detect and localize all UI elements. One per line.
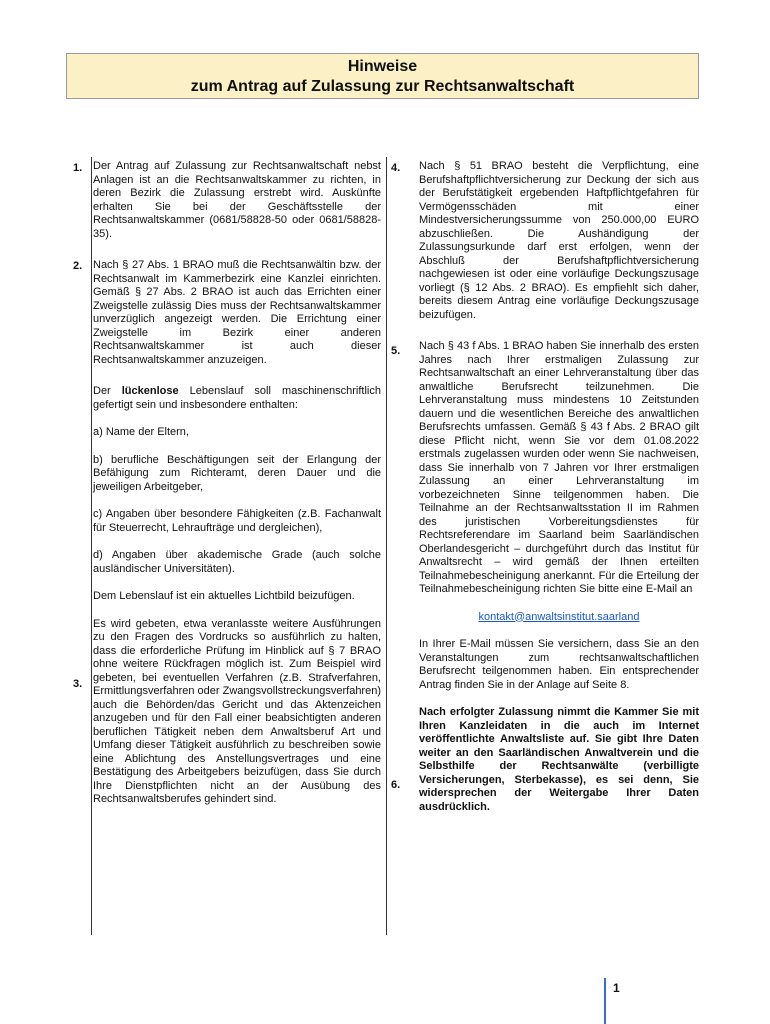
left-column-rule: [91, 157, 92, 935]
cv-item-a: a) Name der Eltern,: [93, 426, 189, 438]
section-number-1: 1.: [73, 162, 83, 174]
middle-column-rule: [386, 157, 387, 935]
cv-bold: lückenlose: [121, 385, 179, 397]
email-link-text[interactable]: kontakt@anwaltsinstitut.saarland: [478, 610, 640, 623]
page-title-box: [66, 53, 699, 99]
section-4-text: Nach § 51 BRAO besteht die Verpflichtung, eine Berufshaftpflichtversicherung zur Deckung der sich aus der Berufstätigkeit ergebenden Haftpflichtgefahren für Vermögensschäden mit einer Mindestversicherungssumme von 250.000,00 EURO abzuschließen. Die Aushändigung der Zulassungsurkunde darf erst erfolgen, wenn der Abschluß der Berufshaftpflichtversicherung nachgewiesen ist oder eine vorläufige Deckungszusage vorliegt (§ 12 Abs. 2 BRAO). Es empfiehlt sich daher, bereits diesem Antrag eine vorläufige Deckungszusage beizufügen.: [419, 160, 699, 321]
left-column: [93, 160, 381, 807]
section-number-6: 6.: [391, 779, 401, 791]
page-number: 1: [613, 981, 620, 995]
section-1-text: Der Antrag auf Zulassung zur Rechtsanwaltschaft nebst Anlagen ist an die Rechtsanwaltskammer zu richten, in deren Bezirk die Zulassung erstrebt wird. Auskünfte erhalten Sie bei der Geschäftsstelle der Rechtsanwaltskammer (0681/58828-50 oder 0681/58828-35).: [93, 160, 381, 240]
cv-intro: [93, 385, 381, 412]
section-6-text: Nach erfolgter Zulassung nimmt die Kammer Sie mit Ihren Kanzleidaten in die auch im Internet veröffentlichte Anwaltsliste auf. Sie gibt Ihre Daten weiter an den Saarländischen Anwaltverein und die Selbsthilfe der Rechtsanwälte (verbilligte Versicherungen, Sterbekasse), es sei denn, Sie widersprechen der Weitergabe Ihrer Daten ausdrücklich.: [419, 706, 699, 813]
section-number-5: 5.: [391, 345, 401, 357]
section-number-2: 2.: [73, 260, 83, 272]
cv-item-c: c) Angaben über besondere Fähigkeiten (z.B. Fachanwalt für Steuerrecht, Lehraufträge und dergleichen),: [93, 508, 381, 534]
email-link[interactable]: [419, 611, 699, 625]
section-5b-text: In Ihrer E-Mail müssen Sie versichern, dass Sie an den Veranstaltungen zum rechtsanwaltschaftlichen Berufsrecht teilgenommen haben. Ein entsprechender Antrag finden Sie in der Anlage auf Seite 8.: [419, 638, 699, 691]
photo-note: Dem Lebenslauf ist ein aktuelles Lichtbild beizufügen.: [93, 590, 355, 602]
title-line-1: Hinweise: [347, 58, 418, 75]
cv-item-d: d) Angaben über akademische Grade (auch solche ausländischer Universitäten).: [93, 549, 381, 575]
title-line-2: zum Antrag auf Zulassung zur Rechtsanwaltschaft: [190, 78, 575, 95]
cv-item-b: b) berufliche Beschäftigungen seit der Erlangung der Befähigung zum Richteramt, deren Dauer und die jeweiligen Arbeitgeber,: [93, 453, 381, 493]
section-number-3: 3.: [73, 678, 83, 690]
right-column: [419, 160, 699, 814]
page-number-bar: [604, 978, 606, 1024]
cv-post: Lebenslauf soll maschinenschriftlich gefertigt sein und insbesondere enthalten:: [93, 385, 381, 411]
cv-pre: Der: [93, 385, 122, 397]
section-number-4: 4.: [391, 162, 401, 174]
section-2-text: Nach § 27 Abs. 1 BRAO muß die Rechtsanwältin bzw. der Rechtsanwalt im Kammerbezirk eine Kanzlei einrichten. Gemäß § 27 Abs. 2 BRAO ist auch das Errichten einer Zweigstelle zulässig Dies muss der Rechtsanwaltskammer unverzüglich angezeigt werden. Die Errichtung einer Zweigstelle im Bezirk einer anderen Rechtsanwaltskammer ist auch dieser Rechtsanwaltskammer anzuzeigen.: [93, 259, 381, 366]
section-5-text: Nach § 43 f Abs. 1 BRAO haben Sie innerhalb des ersten Jahres nach Ihrer erstmaligen Zulassung zur Rechtsanwaltschaft an einer Lehrveranstaltung über das anwaltliche Berufsrecht teilzunehmen. Die Lehrveranstaltung muss mindestens 10 Zeitstunden dauern und die wesentlichen Bereiche des anwaltlichen Berufsrechts umfassen. Gemäß § 43 f Abs. 2 BRAO gilt diese Pflicht nicht, wenn Sie vor dem 01.08.2022 erstmals zugelassen wurden oder wenn Sie nachweisen, dass Sie innerhalb von 7 Jahren vor Ihrer erstmaligen Zulassung an einer Lehrveranstaltung im vorbezeichneten Sinne teilgenommen haben. Die Teilnahme an der Rechtsanwaltsstation II im Rahmen des juristischen Vorbereitungsdienstes für Rechtsreferendare im Saarland beim Saarländischen Oberlandesgericht – durchgeführt durch das Institut für Anwaltsrecht – wird gemäß der Ihnen erteilten Teilnahmebescheinigung anerkannt. Für die Erteilung der Teilnahmebescheinigung richten Sie bitte eine E-Mail an: [419, 340, 699, 595]
section-3-text: Es wird gebeten, etwa veranlasste weitere Ausführungen zu den Fragen des Vordrucks so ausführlich zu halten, dass die erforderliche Prüfung im Hinblick auf § 7 BRAO ohne weitere Rückfragen möglich ist. Zum Beispiel wird gebeten, bei eventuellen Verfahren (z.B. Strafverfahren, Ermittlungsverfahren oder Zwangsvollstreckungsverfahren) auch die Behörden/das Gericht und das Aktenzeichen anzugeben und für den Fall einer beabsichtigten anderen beruflichen Tätigkeit neben dem Anwaltsberuf Art und Umfang dieser Tätigkeit ausführlich zu beschreiben sowie eine Ablichtung des Anstellungsvertrages und eine Bestätigung des Arbeitgebers beizufügen, dass Sie durch Ihre Dienstpflichten nicht an der Ausübung des Rechtsanwaltsberufes gehindert sind.: [93, 617, 381, 805]
